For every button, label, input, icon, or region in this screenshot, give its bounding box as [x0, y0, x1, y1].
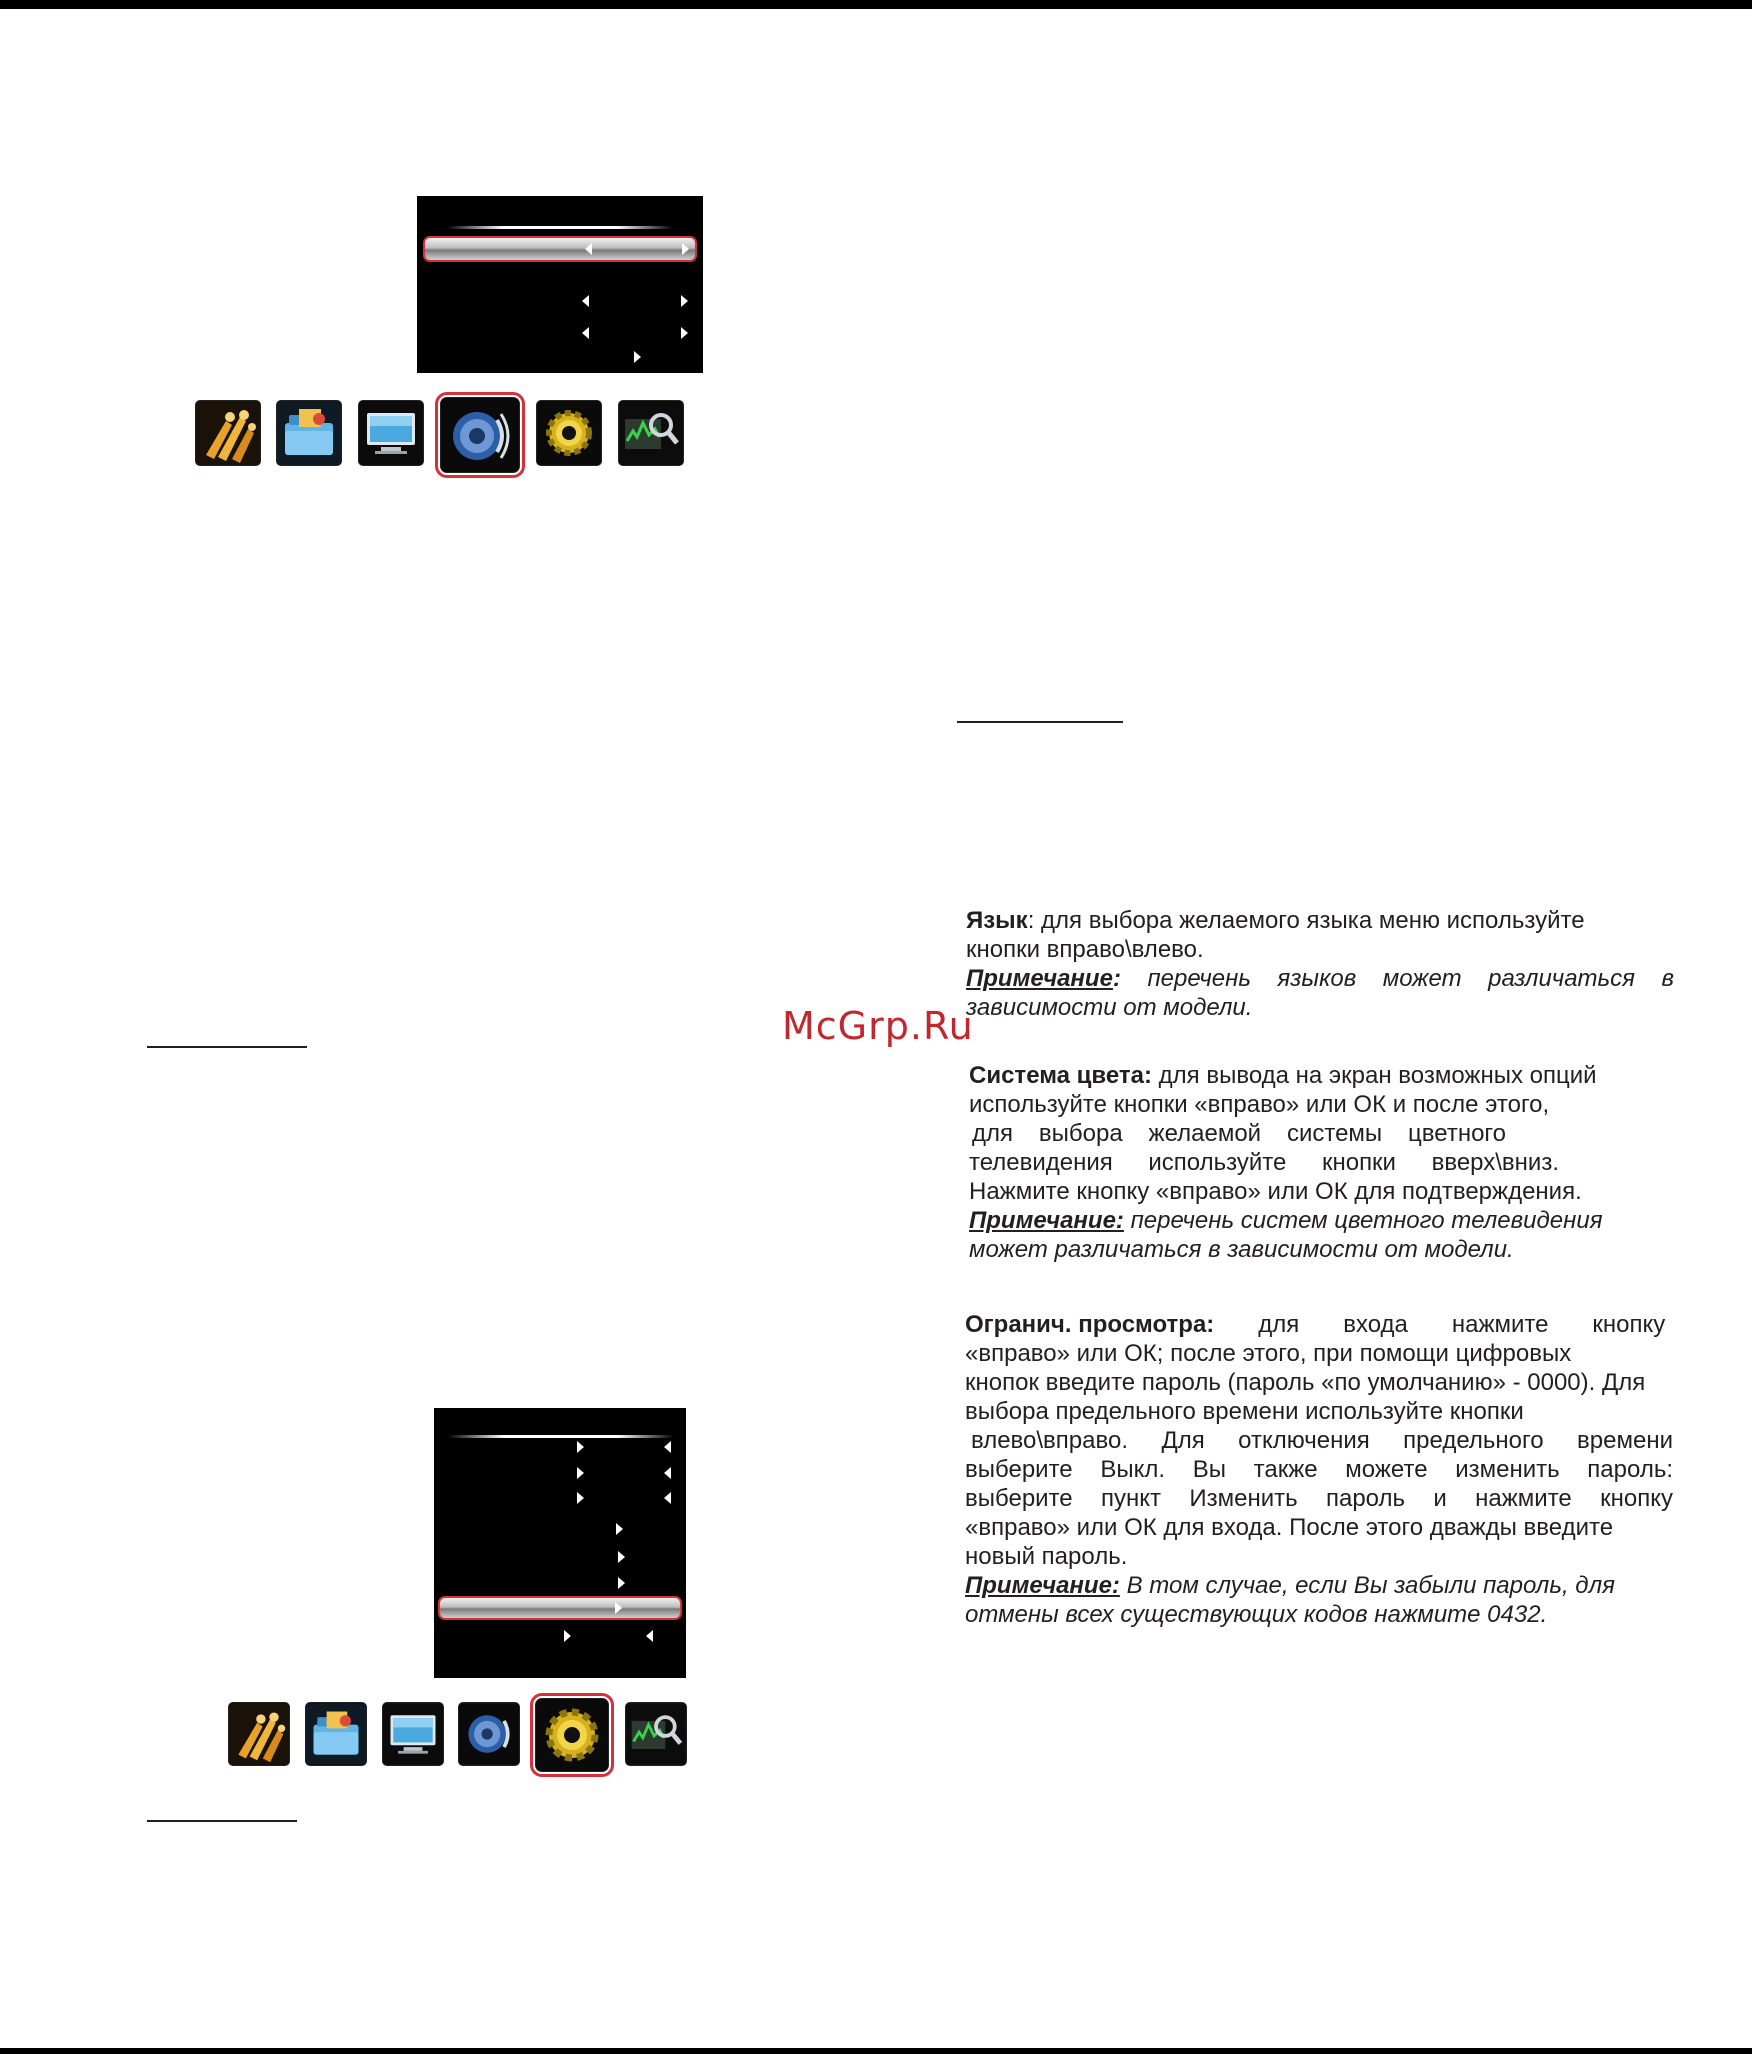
language-note-1: перечень языков может различаться в: [1147, 965, 1675, 992]
left-arrow-icon[interactable]: [646, 1630, 653, 1642]
right-arrow-icon[interactable]: [577, 1467, 584, 1479]
language-note-2: зависимости от модели.: [966, 994, 1253, 1021]
media-folder-icon[interactable]: [306, 1703, 366, 1765]
parental-line-5: влево\вправо. Для отключения предельного времени: [971, 1427, 1673, 1454]
color-system-paragraph: [969, 1061, 1669, 1264]
right-arrow-icon[interactable]: [616, 1523, 623, 1535]
color-system-note-1: перечень систем цветного телевидения: [1123, 1207, 1603, 1234]
parental-line-2: «вправо» или ОК; после этого, при помощи цифровых: [965, 1340, 1572, 1367]
media-folder-icon[interactable]: [277, 401, 341, 465]
gear-icon[interactable]: [537, 401, 601, 465]
left-arrow-icon[interactable]: [582, 295, 589, 307]
color-system-text: для вывода на экран возможных опций: [1152, 1062, 1597, 1089]
left-arrow-icon[interactable]: [585, 243, 592, 255]
color-system-line-4: телевидения используйте кнопки вверх\вниз.: [969, 1149, 1559, 1176]
right-arrow-icon[interactable]: [681, 327, 688, 339]
parental-note-1: В том случае, если Вы забыли пароль, для: [1119, 1572, 1615, 1599]
left-arrow-icon[interactable]: [664, 1492, 671, 1504]
color-system-line-2: используйте кнопки «вправо» или ОК и после этого,: [969, 1091, 1550, 1118]
speaker-icon[interactable]: [459, 1703, 519, 1765]
top-rule: [0, 0, 1752, 9]
watermark: McGrp.Ru: [782, 1004, 974, 1048]
language-text: : для выбора желаемого языка меню используйте: [1027, 907, 1585, 934]
parental-line-4: выбора предельного времени используйте кнопки: [965, 1398, 1524, 1425]
note-label: Примечание:: [969, 1207, 1124, 1234]
note-label: Примечание: [966, 965, 1113, 992]
picture-adjust-icon[interactable]: [196, 401, 260, 465]
parental-line-3: кнопок введите пароль (пароль «по умолчанию» - 0000). Для: [965, 1369, 1646, 1396]
right-arrow-icon[interactable]: [577, 1441, 584, 1453]
parental-line-6: выберите Выкл. Вы также можете изменить пароль:: [965, 1456, 1673, 1483]
color-system-line-5: Нажмите кнопку «вправо» или ОК для подтверждения.: [969, 1178, 1582, 1205]
signal-search-icon[interactable]: [619, 401, 683, 465]
left-arrow-icon[interactable]: [664, 1467, 671, 1479]
parental-line-9: новый пароль.: [965, 1543, 1128, 1570]
right-arrow-icon[interactable]: [577, 1492, 584, 1504]
sound-menu-panel: [417, 196, 703, 373]
screen-icon[interactable]: [359, 401, 423, 465]
right-arrow-icon[interactable]: [615, 1602, 622, 1614]
menu-highlight-row[interactable]: [423, 236, 697, 262]
right-arrow-icon[interactable]: [634, 351, 641, 363]
menu-title-line: [448, 1435, 674, 1438]
parental-note-2: отмены всех существующих кодов нажмите 0432.: [965, 1601, 1548, 1628]
color-system-label: Система цвета:: [969, 1062, 1152, 1089]
menu-highlight-row[interactable]: [438, 1596, 682, 1620]
right-arrow-icon[interactable]: [564, 1630, 571, 1642]
menu-title-line: [447, 226, 673, 229]
parental-line-8: «вправо» или ОК для входа. После этого дважды введите: [965, 1514, 1614, 1541]
left-arrow-icon[interactable]: [582, 327, 589, 339]
note-colon: :: [1112, 965, 1121, 992]
heading-underline: [147, 1820, 297, 1822]
bottom-rule: [0, 2048, 1752, 2054]
right-arrow-icon[interactable]: [682, 243, 689, 255]
screen-icon[interactable]: [383, 1703, 443, 1765]
language-paragraph: [966, 906, 1674, 1022]
right-arrow-icon[interactable]: [681, 295, 688, 307]
color-system-note-2: может различаться в зависимости от модели.: [969, 1236, 1514, 1263]
heading-underline: [147, 1046, 307, 1048]
gear-icon[interactable]: [536, 1699, 608, 1771]
heading-underline: [957, 721, 1123, 723]
setup-menu-panel: [434, 1408, 686, 1678]
parental-label: Огранич. просмотра:: [965, 1311, 1215, 1338]
speaker-icon[interactable]: [441, 398, 519, 472]
note-label: Примечание:: [965, 1572, 1120, 1599]
picture-adjust-icon[interactable]: [229, 1703, 289, 1765]
language-label: Язык: [966, 907, 1028, 934]
signal-search-icon[interactable]: [626, 1703, 686, 1765]
right-arrow-icon[interactable]: [618, 1577, 625, 1589]
parental-text: для входа нажмите кнопку: [1258, 1311, 1666, 1338]
parental-line-7: выберите пункт Изменить пароль и нажмите кнопку: [965, 1485, 1673, 1512]
language-text-2: кнопки вправо\влево.: [966, 936, 1204, 963]
color-system-line-3: для выбора желаемой системы цветного: [972, 1120, 1506, 1147]
left-arrow-icon[interactable]: [664, 1441, 671, 1453]
parental-paragraph: [965, 1310, 1675, 1629]
right-arrow-icon[interactable]: [618, 1551, 625, 1563]
